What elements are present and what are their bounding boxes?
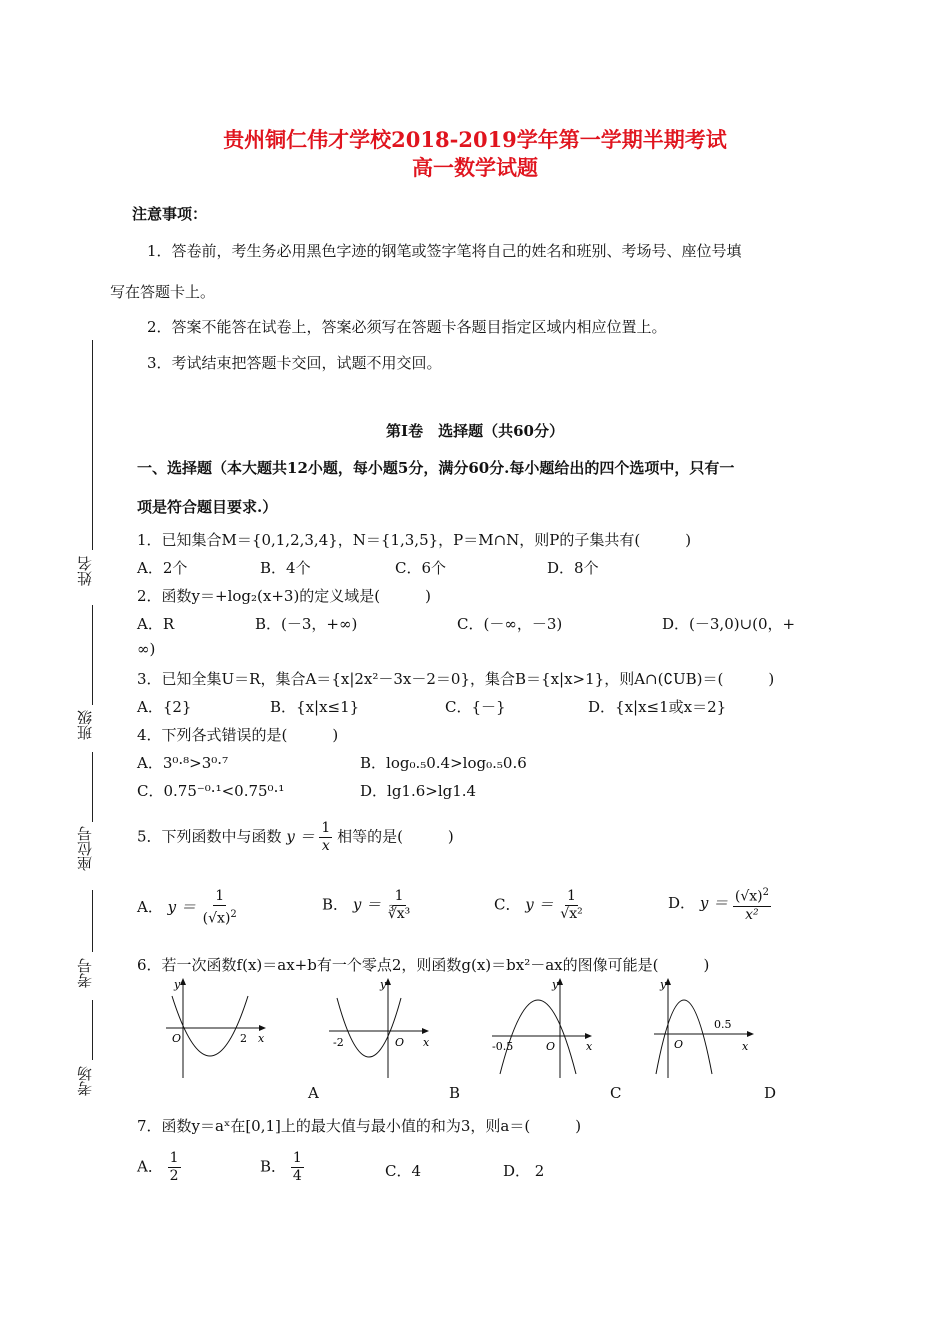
q5-d-letter: D．: [668, 893, 696, 912]
q7-a-den: 2: [169, 1168, 179, 1184]
exam-title: 贵州铜仁伟才学校2018-2019学年第一学期半期考试: [223, 127, 727, 152]
binding-line-2: [92, 605, 93, 705]
q3-option-d: D．{x|x≤1或x＝2}: [588, 698, 727, 716]
q5-d-y: y ＝: [699, 893, 729, 912]
graph-a-y-label: y: [174, 978, 181, 991]
q4-option-b: B．log₀.₅0.4>log₀.₅0.6: [360, 754, 527, 772]
q5-d-num: $(√x)^2$: [733, 884, 771, 907]
q4-option-d: D．lg1.6>lg1.4: [360, 782, 477, 800]
notice-item-1: 1．答卷前，考生务必用黑色字迹的钢笔或签字笔将自己的姓名和班别、考场号、座位号填: [147, 242, 742, 260]
question-3: 3．已知全集U＝R，集合A＝{x|2x²－3x－2＝0}，集合B＝{x|x>1}，则A∩(∁UB)＝( ): [137, 670, 775, 688]
q5-option-d: [668, 884, 771, 924]
graph-b-origin-label: O: [395, 1036, 405, 1049]
exam-subtitle: 高一数学试题: [412, 155, 538, 180]
q7-option-a: [137, 1150, 181, 1185]
q5-a-den: $(√x)^2$: [202, 909, 237, 927]
graph-d-y-label: y: [660, 978, 667, 991]
q2-option-c: C．(－∞，－3): [457, 615, 563, 633]
q1-option-c: C．6个: [395, 559, 447, 577]
q5-stem-end: 相等的是( ): [337, 827, 454, 846]
q5-option-a: [137, 888, 239, 928]
q5-c-letter: C．: [494, 895, 521, 914]
q7-b-den: 4: [292, 1168, 302, 1184]
q5-a-letter: A．: [137, 897, 163, 916]
graph-b-curve: [337, 998, 401, 1057]
q7-option-c: C．4: [385, 1162, 422, 1180]
q5-a-num: 1: [215, 888, 225, 904]
q5-c-y: y ＝: [525, 895, 554, 914]
q6-label-c: C: [610, 1084, 622, 1102]
q5-b-y: y ＝: [352, 895, 382, 914]
q2-option-a: A．R: [137, 615, 175, 633]
q6-label-d: D: [764, 1084, 777, 1102]
q5-d-den: x²: [745, 906, 759, 923]
graph-a-origin-label: O: [172, 1032, 182, 1045]
side-label-class: 班级: [76, 710, 94, 740]
graph-c-origin-label: O: [546, 1040, 556, 1053]
graph-d-tick: 0.5: [714, 1018, 732, 1031]
q2-option-b: B．(－3，+∞): [255, 615, 358, 633]
side-label-seat: 座位号: [76, 826, 94, 871]
q6-label-a: A: [308, 1084, 319, 1102]
side-label-name: 姓名: [76, 556, 94, 586]
q5-b-letter: B．: [322, 895, 349, 914]
q5-c-den: √x²: [560, 906, 583, 922]
graph-d-curve: [656, 1000, 712, 1074]
q2-option-d: D．(－3,0)∪(0，+: [662, 615, 796, 633]
side-label-exam-number: 考号: [76, 958, 94, 988]
q7-option-d: D． 2: [503, 1162, 545, 1180]
q7-a-letter: A．: [137, 1157, 163, 1176]
q1-option-d: D．8个: [547, 559, 599, 577]
graph-c-tick: -0.5: [492, 1040, 514, 1053]
q3-option-b: B．{x|x≤1}: [270, 698, 360, 716]
question-1: 1．已知集合M＝{0,1,2,3,4}，N＝{1,3,5}，P＝M∩N，则P的子集共有( ): [137, 531, 692, 549]
q7-a-num: 1: [169, 1150, 179, 1166]
q2-option-d-cont: ∞): [137, 640, 156, 658]
q5-target-fraction: [319, 820, 332, 855]
graph-b-tick: -2: [333, 1036, 344, 1049]
q6-graph-a: [162, 976, 277, 1086]
q3-option-c: C．{－}: [445, 698, 506, 716]
question-4: 4．下列各式错误的是( ): [137, 726, 339, 744]
q5-a-y: y ＝: [167, 897, 196, 916]
q6-graph-d: [650, 976, 765, 1086]
graph-d-origin-label: O: [674, 1038, 684, 1051]
section-intro-cont: 项是符合题目要求.）: [137, 498, 278, 516]
binding-line-3: [92, 752, 93, 822]
q5-y: y ＝: [286, 827, 315, 846]
notice-item-1-cont: 写在答题卡上。: [110, 283, 216, 301]
q1-option-b: B．4个: [260, 559, 311, 577]
q6-graph-c: [488, 976, 603, 1086]
q5-target-den: x: [321, 838, 330, 854]
graph-a-tick: 2: [240, 1032, 247, 1045]
side-label-exam-room: 考场: [76, 1066, 94, 1096]
q4-option-c: C．0.75⁻⁰·¹<0.75⁰·¹: [137, 782, 285, 800]
binding-line-1: [92, 340, 93, 550]
graph-c-x-arrow: [585, 1033, 592, 1039]
q7-b-num: 1: [292, 1150, 302, 1166]
graph-d-x-label: x: [742, 1040, 749, 1053]
graph-b-y-label: y: [380, 978, 387, 991]
q7-option-b: [260, 1150, 304, 1185]
q1-option-a: A．2个: [137, 559, 188, 577]
q5-b-num: 1: [394, 888, 404, 904]
q7-b-letter: B．: [260, 1157, 287, 1176]
question-7: 7．函数y＝aˣ在[0,1]上的最大值与最小值的和为3，则a＝( ): [137, 1117, 582, 1135]
graph-a-x-arrow: [259, 1025, 266, 1031]
question-6: 6．若一次函数f(x)＝ax+b有一个零点2，则函数g(x)＝bx²－ax的图像可能是( ): [137, 956, 710, 974]
notice-item-3: 3．考试结束把答题卡交回，试题不用交回。: [147, 354, 442, 372]
q5-b-den: ∛x³: [387, 906, 411, 922]
q6-graph-b: [325, 976, 440, 1086]
graph-d-x-arrow: [747, 1031, 754, 1037]
question-2: 2．函数y＝+log₂(x+3)的定义域是( ): [137, 587, 432, 605]
part-title: 第Ⅰ卷 选择题（共60分）: [386, 422, 564, 440]
graph-c-y-label: y: [552, 978, 559, 991]
section-intro: 一、选择题（本大题共12小题，每小题5分，满分60分.每小题给出的四个选项中，只有一: [137, 459, 735, 477]
question-5: [137, 820, 454, 855]
notice-item-2: 2．答案不能答在试卷上，答案必须写在答题卡各题目指定区域内相应位置上。: [147, 318, 667, 336]
q5-c-num: 1: [567, 888, 576, 904]
q5-target-num: 1: [321, 820, 331, 836]
q3-option-a: A．{2}: [137, 698, 192, 716]
graph-a-y-arrow: [180, 978, 186, 985]
q6-label-b: B: [449, 1084, 461, 1102]
binding-line-4: [92, 890, 93, 952]
q4-option-a: A．3⁰·⁸>3⁰·⁷: [137, 754, 229, 772]
graph-b-x-arrow: [422, 1028, 429, 1034]
graph-c-curve: [500, 1000, 576, 1074]
notice-heading: 注意事项：: [132, 205, 208, 223]
q5-option-c: [494, 888, 585, 923]
graph-a-x-label: x: [258, 1032, 265, 1045]
graph-b-x-label: x: [423, 1036, 430, 1049]
q5-option-b: [322, 888, 412, 923]
q5-stem: 5．下列函数中与函数: [137, 827, 282, 846]
binding-line-5: [92, 1000, 93, 1060]
graph-c-x-label: x: [586, 1040, 593, 1053]
